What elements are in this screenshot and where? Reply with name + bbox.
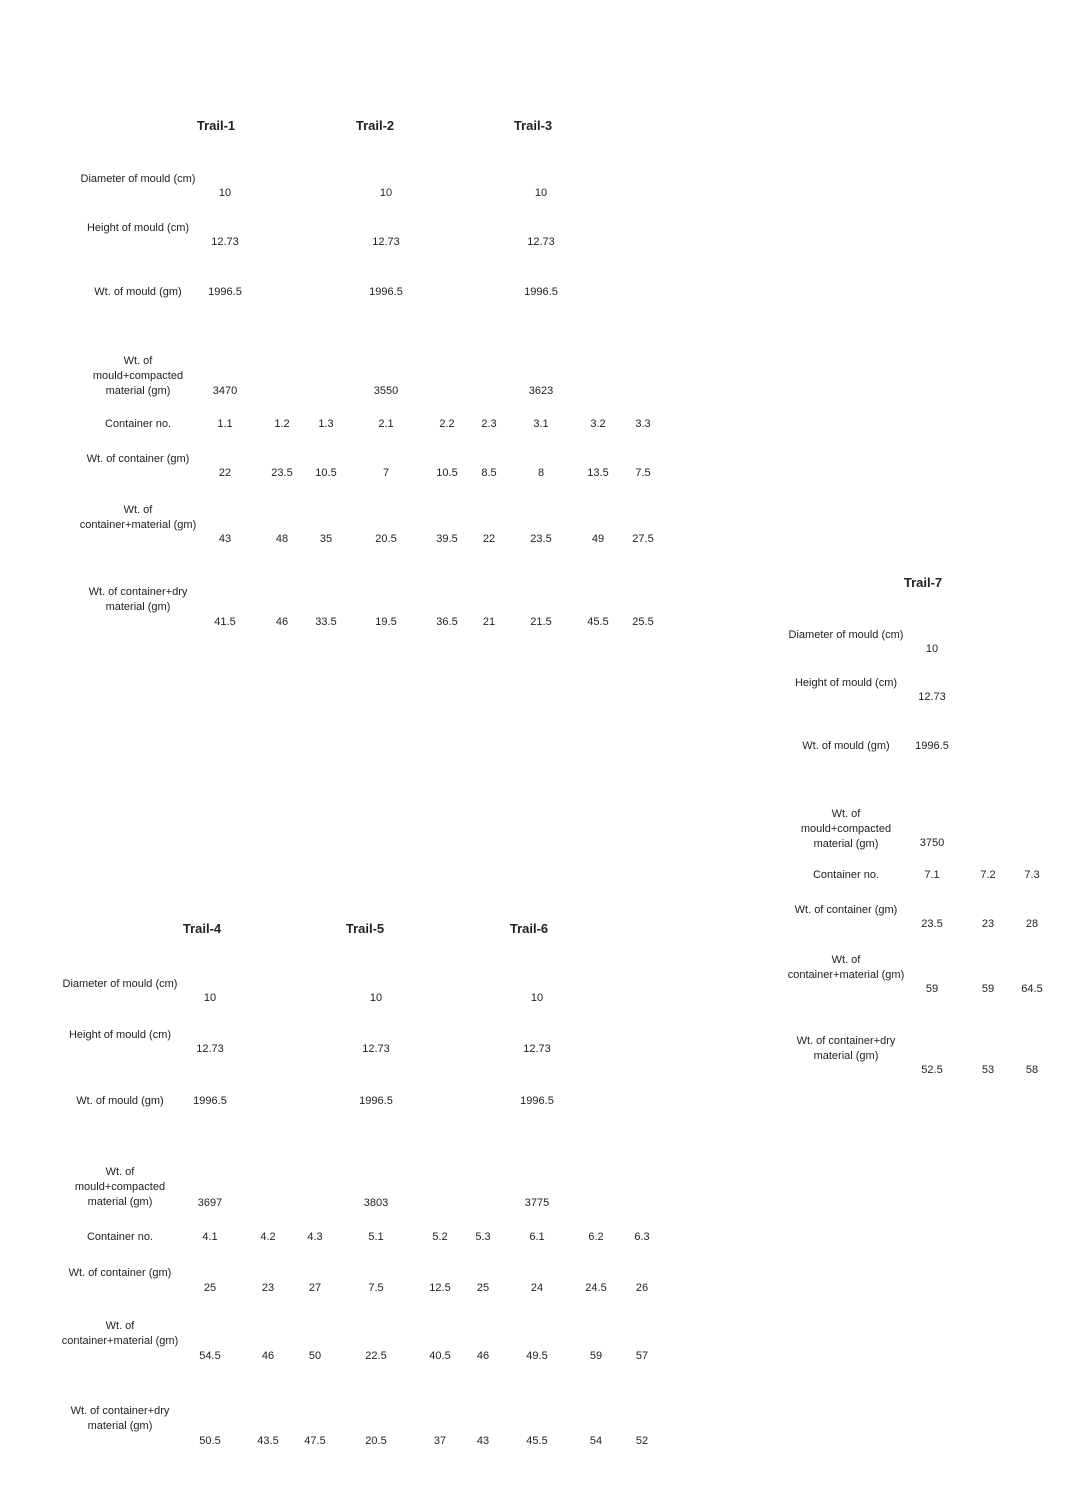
trial-7-title: Trail-7 bbox=[903, 575, 943, 590]
label-container-dry: Wt. of container+dry material (gm) bbox=[796, 1035, 896, 1062]
trial-1-diameter: 10 bbox=[218, 187, 232, 199]
trial-5-container-dry: 37 bbox=[433, 1435, 447, 1447]
label-container-dry: Wt. of container+dry material (gm) bbox=[88, 586, 188, 613]
trial-2-container-no: 2.1 bbox=[378, 418, 394, 430]
trial-2-container-wt: 7 bbox=[382, 467, 390, 479]
trial-1-container-dry: 33.5 bbox=[315, 616, 337, 628]
trial-2-container-no: 2.2 bbox=[439, 418, 455, 430]
trial-1-container-dry: 41.5 bbox=[214, 616, 236, 628]
trial-2-container-wet: 39.5 bbox=[436, 533, 458, 545]
trial-4-container-wet: 50 bbox=[308, 1350, 322, 1362]
trial-6-mould-compacted: 3775 bbox=[524, 1197, 550, 1209]
label-container-no: Container no. bbox=[812, 869, 880, 881]
trial-1-container-wet: 43 bbox=[218, 533, 232, 545]
trial-4-diameter: 10 bbox=[203, 992, 217, 1004]
trial-5-container-dry: 20.5 bbox=[365, 1435, 387, 1447]
trial-2-height: 12.73 bbox=[372, 236, 400, 248]
trial-1-container-no: 1.1 bbox=[217, 418, 233, 430]
trial-6-container-wt: 24.5 bbox=[585, 1282, 607, 1294]
label-mould-compacted: Wt. of mould+compacted material (gm) bbox=[800, 808, 892, 850]
trial-5-height: 12.73 bbox=[362, 1043, 390, 1055]
trial-3-mould-compacted: 3623 bbox=[528, 385, 554, 397]
label-height: Height of mould (cm) bbox=[68, 1029, 172, 1041]
trial-4-container-dry: 50.5 bbox=[199, 1435, 221, 1447]
label-diameter: Diameter of mould (cm) bbox=[62, 978, 178, 990]
trial-3-container-no: 3.2 bbox=[590, 418, 606, 430]
trial-4-container-wet: 46 bbox=[261, 1350, 275, 1362]
trial-4-container-wt: 23 bbox=[261, 1282, 275, 1294]
trial-5-diameter: 10 bbox=[369, 992, 383, 1004]
trial-7-height: 12.73 bbox=[918, 691, 946, 703]
trial-3-container-wet: 49 bbox=[591, 533, 605, 545]
trial-6-title: Trail-6 bbox=[509, 921, 549, 936]
trial-6-container-no: 6.1 bbox=[529, 1231, 545, 1243]
label-container-no: Container no. bbox=[104, 418, 172, 430]
trial-3-container-no: 3.3 bbox=[635, 418, 651, 430]
trial-7-container-wt: 28 bbox=[1025, 918, 1039, 930]
label-container-wt: Wt. of container (gm) bbox=[86, 453, 190, 465]
trial-1-container-wt: 23.5 bbox=[271, 467, 293, 479]
trial-1-height: 12.73 bbox=[211, 236, 239, 248]
trial-5-container-no: 5.3 bbox=[475, 1231, 491, 1243]
trial-6-height: 12.73 bbox=[523, 1043, 551, 1055]
label-height: Height of mould (cm) bbox=[794, 677, 898, 689]
trial-2-container-dry: 21 bbox=[482, 616, 496, 628]
trial-3-container-dry: 25.5 bbox=[632, 616, 654, 628]
trial-6-container-wet: 49.5 bbox=[526, 1350, 548, 1362]
label-mould-wt: Wt. of mould (gm) bbox=[94, 286, 182, 298]
trial-1-mould-wt: 1996.5 bbox=[208, 286, 242, 298]
trial-1-container-no: 1.3 bbox=[318, 418, 334, 430]
trial-4-container-wt: 25 bbox=[203, 1282, 217, 1294]
trial-4-container-dry: 47.5 bbox=[304, 1435, 326, 1447]
label-mould-wt: Wt. of mould (gm) bbox=[802, 740, 890, 752]
label-container-material: Wt. of container+material (gm) bbox=[79, 504, 197, 531]
trial-7-container-dry: 58 bbox=[1025, 1064, 1039, 1076]
trial-5-container-no: 5.1 bbox=[368, 1231, 384, 1243]
trial-2-title: Trail-2 bbox=[355, 118, 395, 133]
trial-4-container-wet: 54.5 bbox=[199, 1350, 221, 1362]
label-diameter: Diameter of mould (cm) bbox=[788, 629, 904, 641]
trial-2-diameter: 10 bbox=[379, 187, 393, 199]
trial-1-container-wet: 48 bbox=[275, 533, 289, 545]
trial-1-container-no: 1.2 bbox=[274, 418, 290, 430]
trial-7-container-no: 7.2 bbox=[980, 869, 996, 881]
trial-4-mould-wt: 1996.5 bbox=[193, 1095, 227, 1107]
label-container-wt: Wt. of container (gm) bbox=[68, 1267, 172, 1279]
trial-4-mould-compacted: 3697 bbox=[197, 1197, 223, 1209]
trial-6-container-dry: 45.5 bbox=[526, 1435, 548, 1447]
trial-2-container-dry: 19.5 bbox=[375, 616, 397, 628]
trial-6-container-wt: 26 bbox=[635, 1282, 649, 1294]
trial-5-container-wt: 7.5 bbox=[368, 1282, 384, 1294]
trial-4-container-dry: 43.5 bbox=[257, 1435, 279, 1447]
trial-6-container-no: 6.3 bbox=[634, 1231, 650, 1243]
trial-7-container-wet: 59 bbox=[925, 983, 939, 995]
trial-2-mould-compacted: 3550 bbox=[373, 385, 399, 397]
label-mould-compacted: Wt. of mould+compacted material (gm) bbox=[92, 355, 184, 397]
trial-3-container-dry: 21.5 bbox=[530, 616, 552, 628]
label-container-dry: Wt. of container+dry material (gm) bbox=[70, 1405, 170, 1432]
trial-3-container-wet: 23.5 bbox=[530, 533, 552, 545]
trial-7-container-dry: 52.5 bbox=[921, 1064, 943, 1076]
trial-4-container-no: 4.1 bbox=[202, 1231, 218, 1243]
trial-3-title: Trail-3 bbox=[513, 118, 553, 133]
trial-3-container-dry: 45.5 bbox=[587, 616, 609, 628]
trial-7-container-no: 7.3 bbox=[1024, 869, 1040, 881]
trial-2-container-wet: 22 bbox=[482, 533, 496, 545]
trial-2-container-dry: 36.5 bbox=[436, 616, 458, 628]
trial-6-container-wet: 59 bbox=[589, 1350, 603, 1362]
trial-1-container-dry: 46 bbox=[275, 616, 289, 628]
trial-5-container-wet: 46 bbox=[476, 1350, 490, 1362]
trial-2-mould-wt: 1996.5 bbox=[369, 286, 403, 298]
label-mould-wt: Wt. of mould (gm) bbox=[76, 1095, 164, 1107]
trial-2-container-no: 2.3 bbox=[481, 418, 497, 430]
trial-3-container-wt: 7.5 bbox=[635, 467, 651, 479]
trial-6-diameter: 10 bbox=[530, 992, 544, 1004]
trial-2-container-wt: 8.5 bbox=[481, 467, 497, 479]
label-container-material: Wt. of container+material (gm) bbox=[61, 1320, 179, 1347]
trial-5-container-wet: 22.5 bbox=[365, 1350, 387, 1362]
trial-1-title: Trail-1 bbox=[196, 118, 236, 133]
trial-5-mould-wt: 1996.5 bbox=[359, 1095, 393, 1107]
label-container-wt: Wt. of container (gm) bbox=[794, 904, 898, 916]
trial-4-title: Trail-4 bbox=[182, 921, 222, 936]
trial-7-mould-wt: 1996.5 bbox=[915, 740, 949, 752]
trial-2-container-wet: 20.5 bbox=[375, 533, 397, 545]
trial-7-container-dry: 53 bbox=[981, 1064, 995, 1076]
trial-3-container-no: 3.1 bbox=[533, 418, 549, 430]
trial-3-mould-wt: 1996.5 bbox=[524, 286, 558, 298]
trial-5-container-wt: 25 bbox=[476, 1282, 490, 1294]
trial-7-container-wt: 23 bbox=[981, 918, 995, 930]
trial-6-container-no: 6.2 bbox=[588, 1231, 604, 1243]
trial-3-container-wt: 8 bbox=[537, 467, 545, 479]
trial-7-mould-compacted: 3750 bbox=[919, 837, 945, 849]
trial-3-diameter: 10 bbox=[534, 187, 548, 199]
trial-6-container-wet: 57 bbox=[635, 1350, 649, 1362]
trial-7-container-wet: 64.5 bbox=[1021, 983, 1043, 995]
trial-1-container-wt: 22 bbox=[218, 467, 232, 479]
trial-6-container-wt: 24 bbox=[530, 1282, 544, 1294]
trial-7-container-wet: 59 bbox=[981, 983, 995, 995]
trial-5-title: Trail-5 bbox=[345, 921, 385, 936]
trial-4-container-no: 4.3 bbox=[307, 1231, 323, 1243]
trial-5-container-no: 5.2 bbox=[432, 1231, 448, 1243]
label-container-no: Container no. bbox=[86, 1231, 154, 1243]
trial-7-container-no: 7.1 bbox=[924, 869, 940, 881]
trial-2-container-wt: 10.5 bbox=[436, 467, 458, 479]
label-diameter: Diameter of mould (cm) bbox=[80, 173, 196, 185]
trial-6-container-dry: 54 bbox=[589, 1435, 603, 1447]
trial-5-container-dry: 43 bbox=[476, 1435, 490, 1447]
trial-1-container-wet: 35 bbox=[319, 533, 333, 545]
trial-1-mould-compacted: 3470 bbox=[212, 385, 238, 397]
trial-1-container-wt: 10.5 bbox=[315, 467, 337, 479]
trial-5-container-wt: 12.5 bbox=[429, 1282, 451, 1294]
trial-3-container-wet: 27.5 bbox=[632, 533, 654, 545]
trial-3-height: 12.73 bbox=[527, 236, 555, 248]
trial-6-mould-wt: 1996.5 bbox=[520, 1095, 554, 1107]
label-height: Height of mould (cm) bbox=[86, 222, 190, 234]
trial-4-container-wt: 27 bbox=[308, 1282, 322, 1294]
label-mould-compacted: Wt. of mould+compacted material (gm) bbox=[74, 1166, 166, 1208]
trial-6-container-dry: 52 bbox=[635, 1435, 649, 1447]
trial-4-height: 12.73 bbox=[196, 1043, 224, 1055]
trial-5-mould-compacted: 3803 bbox=[363, 1197, 389, 1209]
label-container-material: Wt. of container+material (gm) bbox=[787, 954, 905, 981]
trial-5-container-wet: 40.5 bbox=[429, 1350, 451, 1362]
trial-7-diameter: 10 bbox=[925, 643, 939, 655]
trial-4-container-no: 4.2 bbox=[260, 1231, 276, 1243]
trial-3-container-wt: 13.5 bbox=[587, 467, 609, 479]
trial-7-container-wt: 23.5 bbox=[921, 918, 943, 930]
